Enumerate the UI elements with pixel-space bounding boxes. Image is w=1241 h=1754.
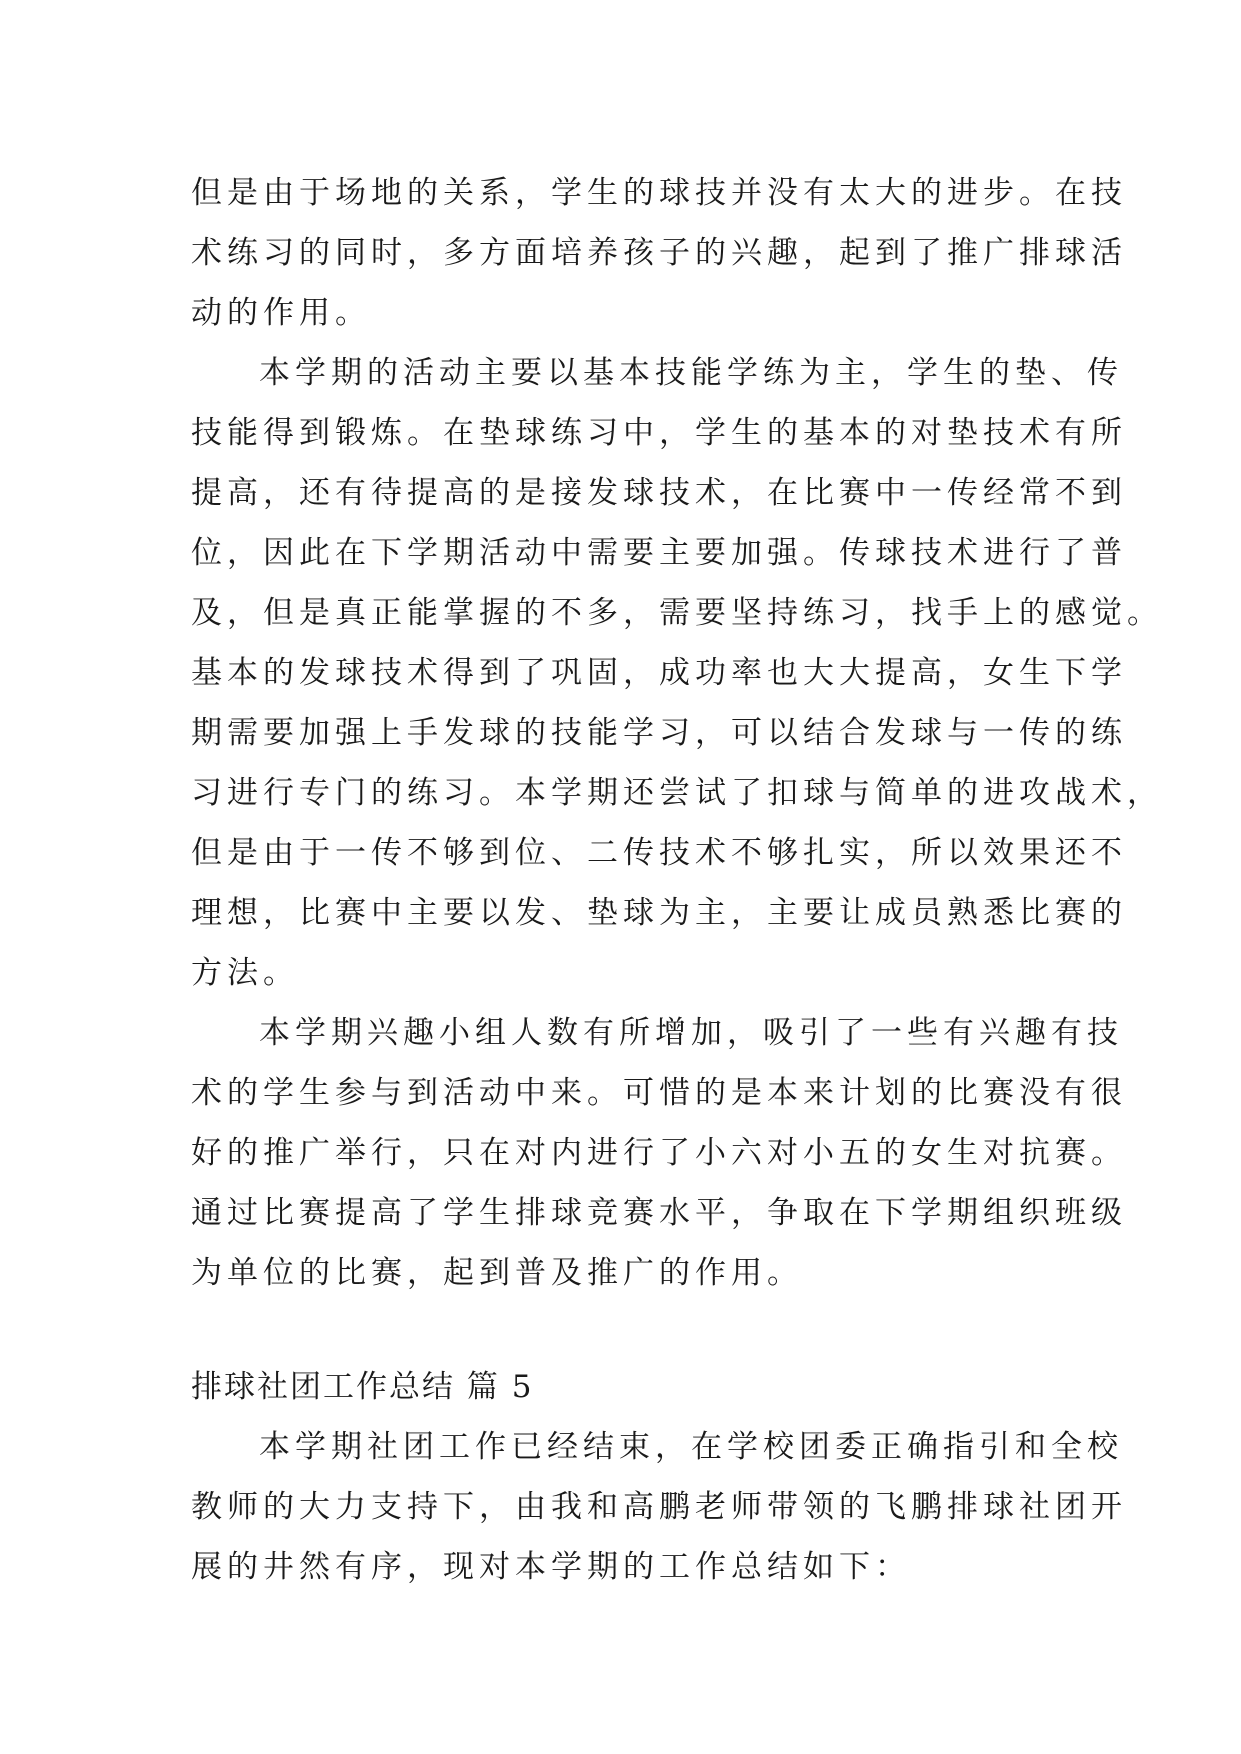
text-line: 习进行专门的练习。本学期还尝试了扣球与简单的进攻战术，: [191, 775, 1163, 811]
paragraph-3: [191, 1003, 1127, 1303]
text-line: 通过比赛提高了学生排球竞赛水平，争取在下学期组织班级: [191, 1195, 1127, 1231]
text-line: 教师的大力支持下，由我和高鹏老师带领的飞鹏排球社团开: [191, 1489, 1127, 1525]
text-line: 术的学生参与到活动中来。可惜的是本来计划的比赛没有很: [191, 1075, 1127, 1111]
paragraph-1: [191, 163, 1127, 343]
text-line: 但是由于场地的关系，学生的球技并没有太大的进步。在技: [191, 175, 1127, 211]
text-line: 本学期社团工作已经结束，在学校团委正确指引和全校: [259, 1429, 1123, 1465]
text-line: 好的推广举行，只在对内进行了小六对小五的女生对抗赛。: [191, 1135, 1127, 1171]
paragraph-4: [191, 1417, 1127, 1597]
text-line: 期需要加强上手发球的技能学习，可以结合发球与一传的练: [191, 715, 1127, 751]
text-line: 术练习的同时，多方面培养孩子的兴趣，起到了推广排球活: [191, 235, 1127, 271]
document-body: [191, 163, 1163, 1597]
text-line: 及，但是真正能掌握的不多，需要坚持练习，找手上的感觉。: [191, 595, 1163, 631]
text-line: 技能得到锻炼。在垫球练习中，学生的基本的对垫技术有所: [191, 415, 1127, 451]
text-line: 但是由于一传不够到位、二传技术不够扎实，所以效果还不: [191, 835, 1127, 871]
text-line: 展的井然有序，现对本学期的工作总结如下：: [191, 1549, 911, 1585]
text-line: 为单位的比赛，起到普及推广的作用。: [191, 1255, 803, 1291]
section-heading: 排球社团工作总结 篇 5: [191, 1369, 534, 1405]
text-line: 动的作用。: [191, 295, 371, 331]
text-line: 位，因此在下学期活动中需要主要加强。传球技术进行了普: [191, 535, 1127, 571]
section-spacer: [191, 1303, 1061, 1357]
text-line: 方法。: [191, 955, 299, 991]
paragraph-2: [191, 343, 1163, 1003]
text-line: 提高，还有待提高的是接发球技术，在比赛中一传经常不到: [191, 475, 1127, 511]
text-line: 本学期的活动主要以基本技能学练为主，学生的垫、传: [259, 355, 1123, 391]
text-line: 基本的发球技术得到了巩固，成功率也大大提高，女生下学: [191, 655, 1127, 691]
text-line: 理想，比赛中主要以发、垫球为主，主要让成员熟悉比赛的: [191, 895, 1127, 931]
text-line: 本学期兴趣小组人数有所增加，吸引了一些有兴趣有技: [259, 1015, 1123, 1051]
